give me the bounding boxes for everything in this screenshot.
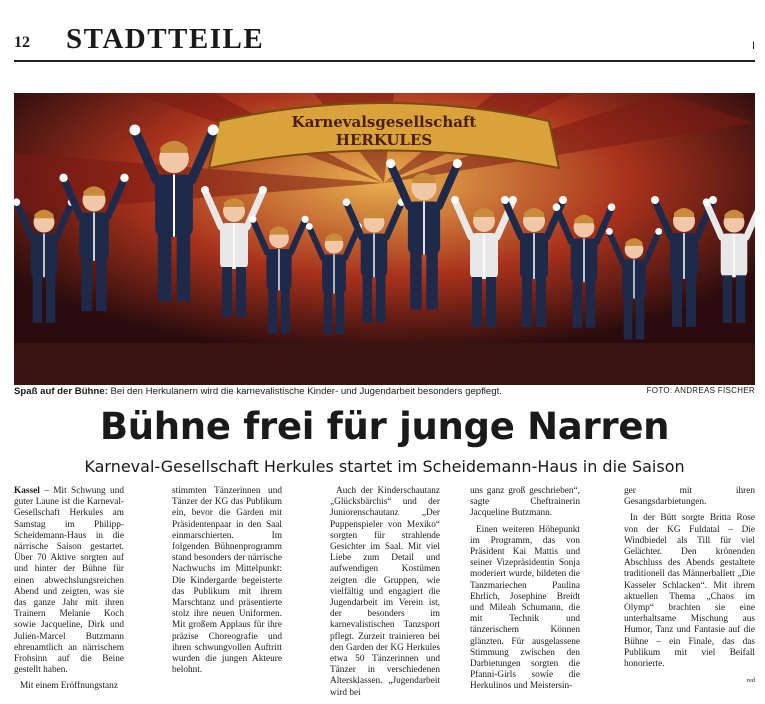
headline: Bühne frei für junge Narren bbox=[99, 405, 670, 448]
article-photo bbox=[14, 93, 755, 385]
paragraph: uns ganz groß geschrieben“, sagte Cheftrainerin Jacqueline Butzmann. bbox=[470, 486, 580, 519]
paragraph: Mit einem Eröffnungstanz bbox=[20, 681, 118, 692]
page-number: 12 bbox=[14, 34, 30, 51]
paragraph: Kassel – Mit Schwung und guter Laune ist die Karneval-Gesellschaft Herkules am Samstag im Philipp-Scheidemann-Haus in die närrische Saison gestartet. Über 70 Aktive sorgten auf und hinter der Bühne für einen abwechslungsreichen Abend und zeigten, was sie das ganze Jahr mit ihren Trainern Melanie Koch sowie Jacqueline, Dirk und Julien-Marcel Butzmann ehrenamtlich an närrischem Frohsinn auf die Beine gestellt haben. bbox=[14, 486, 124, 676]
dateline: Kassel bbox=[14, 486, 40, 496]
photo-caption bbox=[14, 386, 755, 402]
page-marker: I bbox=[751, 40, 755, 52]
caption-lead: Spaß auf der Bühne: bbox=[14, 386, 108, 397]
author-signature: red bbox=[746, 677, 755, 685]
article-column-4 bbox=[470, 486, 580, 698]
stage-photo-illustration bbox=[14, 93, 755, 385]
header-rule bbox=[14, 60, 755, 62]
paragraph: In der Bütt sorgte Britta Rose von der KG Fuldatal – Die Windbiedel als Till für viel Gelächter. Den krönenden Abschluss des Abends gestaltete traditionell das Männerballett „Die Kasseler Schlacken“. Mit ihrem aktuellen Thema „Chaos im Olymp“ brachten sie eine unterhaltsame Mischung aus Humor, Tanz und Fantasie auf die Bühne – ein Finale, das das Publikum mit viel Beifall honorierte. bbox=[624, 513, 755, 670]
banner-line-2: HERKULES bbox=[335, 131, 433, 149]
article-column-5 bbox=[624, 486, 755, 686]
paragraph: stimmten Tänzerinnen und Tänzer der KG das Publikum ein, bevor die Garden mit Präsidentenpaar in den Saal einmarschierten. Im folgenden Bühnenprogramm stand besonders der närrische Nachwuchs im Mittelpunkt: Die Kindergarde begeisterte das Publikum mit ihrem Marschtanz und präsentierte stolz ihre neuen Uniformen. Mit großem Applaus für ihre präzise Choreografie und ihren schwungvollen Auftritt wurden die jungen Akteure belohnt. bbox=[172, 486, 282, 676]
subheadline: Karneval-Gesellschaft Herkules startet im Scheidemann-Haus in die Saison bbox=[84, 457, 685, 476]
paragraph: ger mit ihren Gesangsdarbietungen. bbox=[624, 486, 755, 508]
article-column-3 bbox=[330, 486, 440, 704]
paragraph: Auch der Kinderschautanz „Glücksbärchis“ und der Juniorenschautanz „Der Puppenspieler von Mexiko“ sorgten für strahlende Gesichter im Saal. Mit viel Liebe zum Detail und aufwendigen Kostümen zeigten die Gruppen, wie vielfältig und engagiert die Jugendarbeit im Verein ist, der besonders im karnevalistischen Tanzsport pflegt. Zurzeit trainieren bei den Garden der KG Herkules etwa 50 Tänzerinnen und Tänzer in verschiedenen Altersklassen. „Jugendarbeit wird bei bbox=[330, 486, 440, 698]
section-title: STADTTEILE bbox=[66, 23, 265, 55]
photo-credit: FOTO: ANDREAS FISCHER bbox=[646, 386, 755, 395]
paragraph: Einen weiteren Höhepunkt im Programm, das von Präsident Kai Mattis und seiner Vizepräsidentin Sonja moderiert wurde, bildeten die Tanzmariechen Paulina Ehrlich, Josephine Breidt und Mileah Schumann, die mit Technik und tänzerischem Können glänzten. Für ausgelassene Stimmung zwischen den Darbietungen sorgten die Pfanni-Girls sowie die Herkulinos und Meistersin- bbox=[470, 524, 580, 692]
article-column-1 bbox=[14, 486, 124, 698]
article-column-2 bbox=[172, 486, 282, 681]
caption-text: Bei den Herkulanern wird die karnevalistische Kinder- und Jugendarbeit besonders gepflegt. bbox=[107, 386, 502, 397]
page-header bbox=[14, 20, 755, 62]
banner-line-1: Karnevalsgesellschaft bbox=[291, 113, 477, 131]
article-body bbox=[14, 486, 755, 696]
